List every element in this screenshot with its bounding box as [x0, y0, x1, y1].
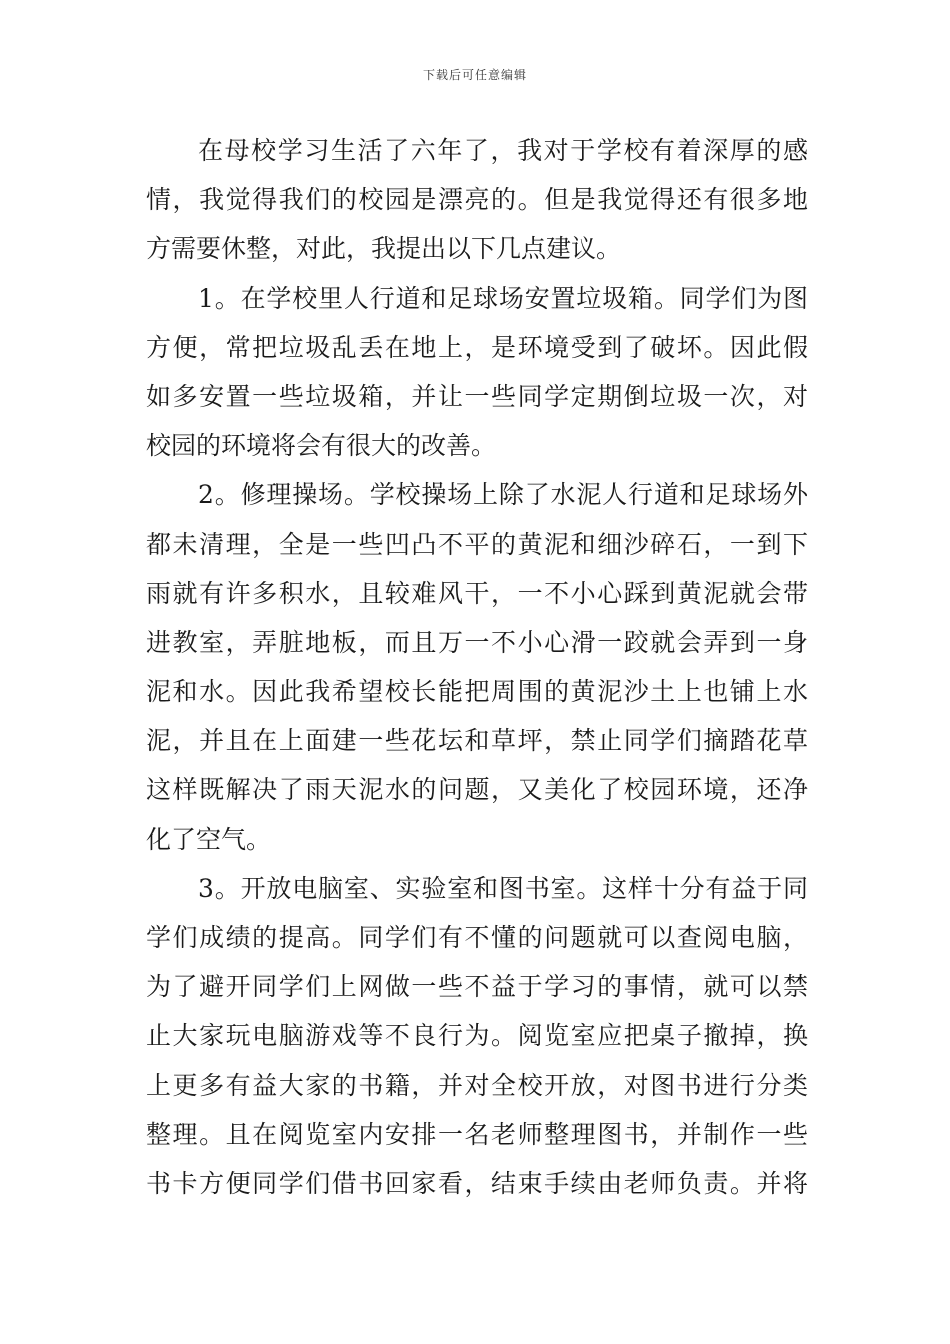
text-line: 情，我觉得我们的校园是漂亮的。但是我觉得还有很多地 — [146, 185, 808, 215]
text-line: 泥和水。因此我希望校长能把周围的黄泥沙土上也铺上水 — [146, 677, 808, 707]
text-line: 书卡方便同学们借书回家看，结束手续由老师负责。并将 — [146, 1168, 808, 1198]
text-line: 3。开放电脑室、实验室和图书室。这样十分有益于同 — [198, 873, 808, 903]
text-line: 这样既解决了雨天泥水的问题，又美化了校园环境，还净 — [146, 775, 808, 805]
text-line: 2。修理操场。学校操场上除了水泥人行道和足球场外 — [198, 480, 808, 510]
text-line: 1。在学校里人行道和足球场安置垃圾箱。同学们为图 — [198, 283, 808, 313]
text-line: 为了避开同学们上网做一些不益于学习的事情，就可以禁 — [146, 972, 808, 1002]
document-body — [146, 126, 808, 1208]
text-line: 止大家玩电脑游戏等不良行为。阅览室应把桌子撤掉，换 — [146, 1021, 808, 1051]
text-line: 雨就有许多积水，且较难风干，一不小心踩到黄泥就会带 — [146, 578, 808, 608]
text-line: 如多安置一些垃圾箱，并让一些同学定期倒垃圾一次，对 — [146, 381, 808, 411]
text-line: 方便，常把垃圾乱丢在地上，是环境受到了破坏。因此假 — [146, 332, 808, 362]
text-line: 在母校学习生活了六年了，我对于学校有着深厚的感 — [198, 136, 808, 165]
text-line: 方需要休整，对此，我提出以下几点建议。 — [146, 234, 622, 264]
text-line: 校园的环境将会有很大的改善。 — [146, 431, 497, 461]
text-line: 进教室，弄脏地板，而且万一不小心滑一跤就会弄到一身 — [146, 627, 808, 657]
text-line: 都未清理，全是一些凹凸不平的黄泥和细沙碎石，一到下 — [146, 529, 808, 559]
text-line: 学们成绩的提高。同学们有不懂的问题就可以查阅电脑， — [146, 923, 808, 952]
text-line: 化了空气。 — [146, 824, 272, 854]
text-line: 整理。且在阅览室内安排一名老师整理图书，并制作一些 — [146, 1119, 808, 1149]
text-line: 上更多有益大家的书籍，并对全校开放，对图书进行分类 — [146, 1070, 808, 1100]
text-line: 泥，并且在上面建一些花坛和草坪，禁止同学们摘踏花草 — [146, 726, 808, 756]
page-header: 下载后可任意编辑 — [422, 68, 527, 82]
